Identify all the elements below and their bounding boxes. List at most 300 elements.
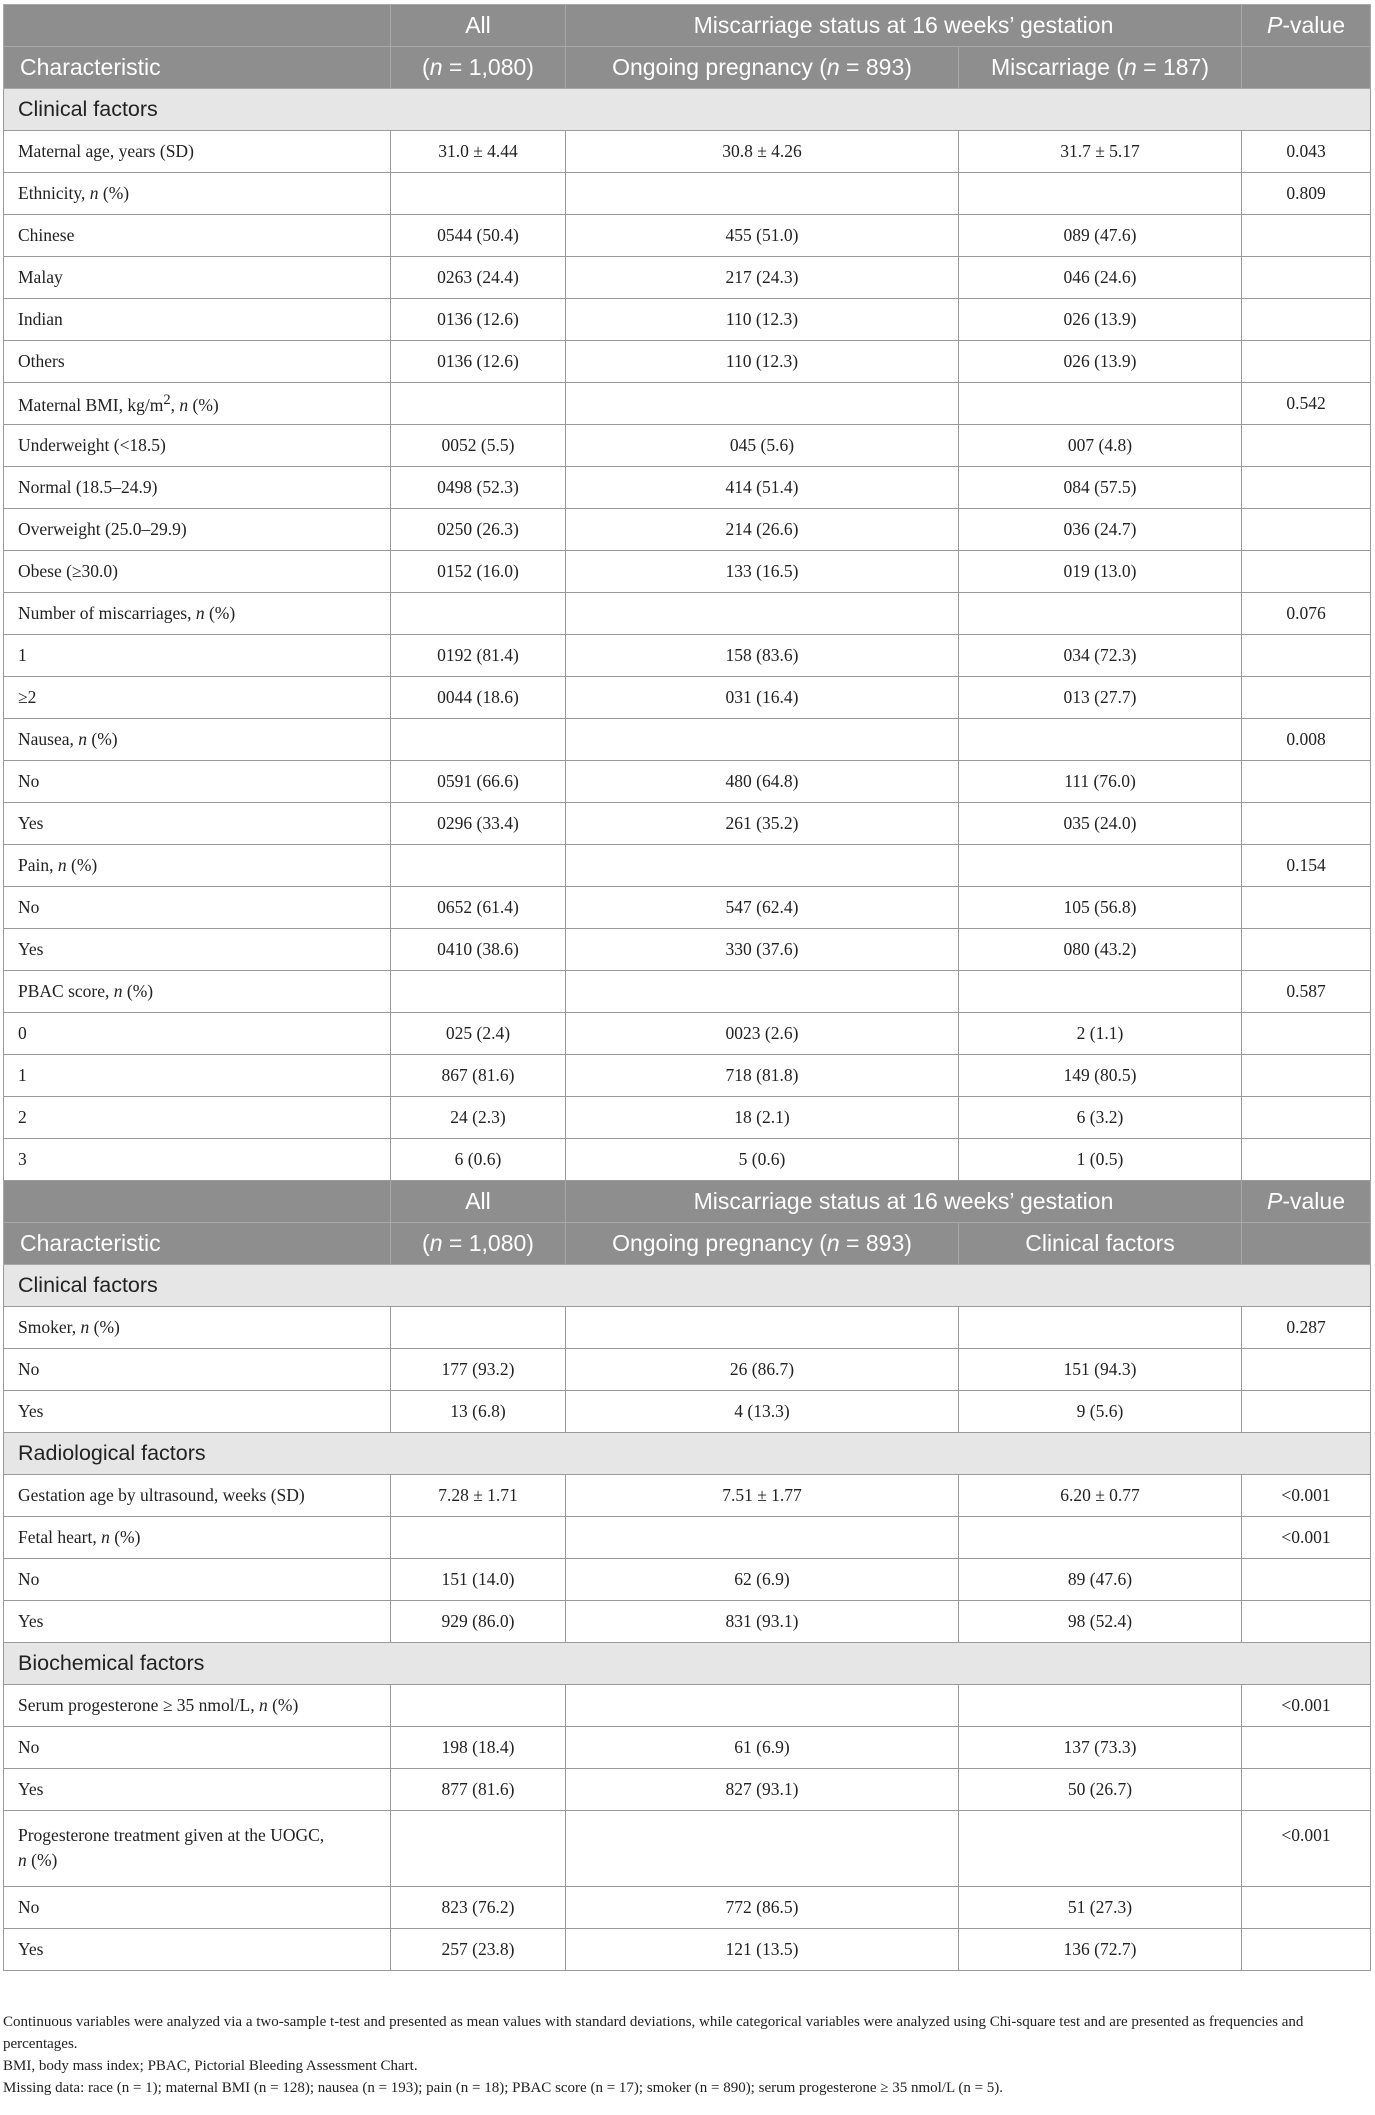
header-miscarriage: Miscarriage (n = 187): [959, 47, 1242, 89]
table-row: [4, 383, 1371, 425]
cell-pvalue: 0.043: [1242, 131, 1371, 173]
section-row: [4, 1643, 1371, 1685]
cell-all: 0410 (38.6): [391, 929, 566, 971]
cell-pvalue: [1242, 1013, 1371, 1055]
cell-miscarriage: 136 (72.7): [959, 1929, 1242, 1971]
section-biochemical: Biochemical factors: [4, 1643, 1371, 1685]
cell-miscarriage: [959, 719, 1242, 761]
row-label: [4, 257, 391, 299]
row-label-text: No: [18, 771, 40, 791]
row-label: [4, 299, 391, 341]
footnote-missing-data: Missing data: race (n = 1); maternal BMI (n = 128); nausea (n = 193); pain (n = 18); PBAC score (n = 17); smoker (n = 890); serum progesterone ≥ 35 nmol/L (n = 5).: [3, 2080, 1004, 2096]
cell-miscarriage: 019 (13.0): [959, 551, 1242, 593]
row-label: [4, 1559, 391, 1601]
cell-all: 198 (18.4): [391, 1727, 566, 1769]
cell-pvalue: [1242, 467, 1371, 509]
row-label-text: No: [18, 1359, 40, 1379]
cell-miscarriage: 2 (1.1): [959, 1013, 1242, 1055]
header-status: Miscarriage status at 16 weeks’ gestation: [566, 5, 1242, 47]
row-label: [4, 215, 391, 257]
cell-ongoing: 330 (37.6): [566, 929, 959, 971]
cell-miscarriage: 089 (47.6): [959, 215, 1242, 257]
row-label-text: Maternal age, years (SD): [18, 141, 194, 161]
row-label-part: n: [101, 1527, 110, 1547]
cell-ongoing: [566, 719, 959, 761]
cell-pvalue: [1242, 215, 1371, 257]
row-label-part: Maternal BMI, kg/m: [18, 394, 164, 415]
cell-pvalue: <0.001: [1242, 1685, 1371, 1727]
cell-all: 257 (23.8): [391, 1929, 566, 1971]
cell-miscarriage: 026 (13.9): [959, 341, 1242, 383]
cell-all: [391, 383, 566, 425]
cell-miscarriage: 51 (27.3): [959, 1887, 1242, 1929]
cell-ongoing: 110 (12.3): [566, 299, 959, 341]
row-label-text: Others: [18, 351, 65, 371]
table-row: [4, 1559, 1371, 1601]
cell-ongoing: 214 (26.6): [566, 509, 959, 551]
cell-all: 0044 (18.6): [391, 677, 566, 719]
cell-ongoing: 30.8 ± 4.26: [566, 131, 959, 173]
header-row-3: [4, 1181, 1371, 1223]
cell-pvalue: 0.809: [1242, 173, 1371, 215]
row-label: [4, 173, 391, 215]
row-label: [4, 1139, 391, 1181]
row-label: [4, 1475, 391, 1517]
row-label-text: No: [18, 1897, 40, 1917]
footnote-abbreviations: BMI, body mass index; PBAC, Pictorial Bleeding Assessment Chart.: [3, 2058, 418, 2074]
header-row-1: [4, 5, 1371, 47]
row-label-text: Overweight (25.0–29.9): [18, 519, 187, 539]
cell-ongoing: 5 (0.6): [566, 1139, 959, 1181]
cell-ongoing: [566, 1811, 959, 1887]
table-body-2: [4, 1307, 1371, 1433]
table-row: [4, 299, 1371, 341]
cell-miscarriage: [959, 173, 1242, 215]
header-characteristic: Characteristic: [4, 1223, 391, 1265]
row-label-text: 1: [18, 645, 27, 665]
row-label-text: Yes: [18, 1939, 44, 1959]
row-label-text: Normal (18.5–24.9): [18, 477, 158, 497]
row-label-text: Gestation age by ultrasound, weeks (SD): [18, 1485, 305, 1505]
table-row: [4, 1601, 1371, 1643]
row-label-part: Pain,: [18, 855, 58, 875]
data-table: [3, 4, 1371, 1971]
cell-miscarriage: 046 (24.6): [959, 257, 1242, 299]
row-label-part: (%): [87, 729, 118, 749]
row-label-text: Yes: [18, 1779, 44, 1799]
characteristics-table: [3, 4, 1370, 1971]
cell-all: 0152 (16.0): [391, 551, 566, 593]
header-all: All: [391, 1181, 566, 1223]
table-row: [4, 215, 1371, 257]
row-label-part: PBAC score,: [18, 981, 114, 1001]
row-label: [4, 1055, 391, 1097]
cell-miscarriage: 080 (43.2): [959, 929, 1242, 971]
cell-all: 0591 (66.6): [391, 761, 566, 803]
cell-ongoing: 62 (6.9): [566, 1559, 959, 1601]
header-blank-p: [1242, 47, 1371, 89]
cell-ongoing: [566, 593, 959, 635]
cell-all: 867 (81.6): [391, 1055, 566, 1097]
table-row: [4, 1517, 1371, 1559]
cell-miscarriage: [959, 383, 1242, 425]
row-label-part: (%): [267, 1695, 299, 1715]
cell-pvalue: [1242, 635, 1371, 677]
row-label-part: n: [78, 729, 88, 749]
cell-ongoing: 7.51 ± 1.77: [566, 1475, 959, 1517]
table-body-1: [4, 131, 1371, 1181]
header-col4: Clinical factors: [959, 1223, 1242, 1265]
header-blank: [4, 1181, 391, 1223]
cell-ongoing: 480 (64.8): [566, 761, 959, 803]
table-row: [4, 1811, 1371, 1887]
cell-ongoing: 831 (93.1): [566, 1601, 959, 1643]
cell-pvalue: [1242, 1391, 1371, 1433]
cell-miscarriage: [959, 1811, 1242, 1887]
section-row: [4, 1433, 1371, 1475]
row-label: [4, 1887, 391, 1929]
row-label: [4, 1601, 391, 1643]
cell-all: 151 (14.0): [391, 1559, 566, 1601]
cell-miscarriage: 137 (73.3): [959, 1727, 1242, 1769]
row-label-part: (%): [122, 981, 154, 1001]
row-label-part: Ethnicity,: [18, 183, 90, 203]
table-row: [4, 803, 1371, 845]
section-row: [4, 89, 1371, 131]
cell-all: 0498 (52.3): [391, 467, 566, 509]
cell-ongoing: 031 (16.4): [566, 677, 959, 719]
row-label: [4, 887, 391, 929]
section-clinical-2: Clinical factors: [4, 1265, 1371, 1307]
cell-pvalue: [1242, 551, 1371, 593]
row-label: [4, 383, 391, 425]
cell-pvalue: [1242, 1727, 1371, 1769]
cell-ongoing: 0023 (2.6): [566, 1013, 959, 1055]
cell-ongoing: [566, 1307, 959, 1349]
row-label: [4, 1929, 391, 1971]
cell-miscarriage: 151 (94.3): [959, 1349, 1242, 1391]
cell-miscarriage: 084 (57.5): [959, 467, 1242, 509]
row-label: [4, 1307, 391, 1349]
table-row: [4, 1929, 1371, 1971]
row-label-text: 2: [18, 1107, 27, 1127]
cell-pvalue: [1242, 341, 1371, 383]
row-label-part: Number of miscarriages,: [18, 603, 196, 623]
row-label-part: (%): [188, 394, 219, 415]
row-label: [4, 593, 391, 635]
cell-all: 0136 (12.6): [391, 299, 566, 341]
cell-all: [391, 719, 566, 761]
table-row: [4, 1769, 1371, 1811]
row-label: [4, 1685, 391, 1727]
table-row: [4, 173, 1371, 215]
table-row: [4, 509, 1371, 551]
table-row: [4, 635, 1371, 677]
row-label-part: n: [18, 1850, 27, 1870]
table-row: [4, 1055, 1371, 1097]
cell-miscarriage: 1 (0.5): [959, 1139, 1242, 1181]
row-label: [4, 635, 391, 677]
cell-pvalue: [1242, 1887, 1371, 1929]
row-label: [4, 341, 391, 383]
table-row: [4, 1307, 1371, 1349]
cell-ongoing: [566, 1517, 959, 1559]
cell-pvalue: [1242, 1559, 1371, 1601]
cell-miscarriage: 9 (5.6): [959, 1391, 1242, 1433]
cell-all: 823 (76.2): [391, 1887, 566, 1929]
cell-pvalue: <0.001: [1242, 1517, 1371, 1559]
cell-pvalue: [1242, 1601, 1371, 1643]
row-label-part: (%): [26, 1850, 58, 1870]
cell-ongoing: 414 (51.4): [566, 467, 959, 509]
header-characteristic: Characteristic: [4, 47, 391, 89]
row-label-text: Indian: [18, 309, 63, 329]
cell-pvalue: 0.287: [1242, 1307, 1371, 1349]
cell-miscarriage: 111 (76.0): [959, 761, 1242, 803]
cell-all: 025 (2.4): [391, 1013, 566, 1055]
table-row: [4, 845, 1371, 887]
row-label-part: Progesterone treatment given at the UOGC,: [18, 1825, 325, 1845]
table-row: [4, 677, 1371, 719]
cell-all: [391, 593, 566, 635]
row-label: [4, 1013, 391, 1055]
cell-all: [391, 845, 566, 887]
table-row: [4, 1727, 1371, 1769]
row-label-part: n: [113, 981, 123, 1001]
cell-pvalue: 0.542: [1242, 383, 1371, 425]
table-row: [4, 1139, 1371, 1181]
cell-miscarriage: 034 (72.3): [959, 635, 1242, 677]
row-label-part: (%): [66, 855, 98, 875]
row-label-text: Yes: [18, 939, 44, 959]
row-label: [4, 803, 391, 845]
cell-miscarriage: 035 (24.0): [959, 803, 1242, 845]
cell-pvalue: 0.076: [1242, 593, 1371, 635]
cell-pvalue: [1242, 1349, 1371, 1391]
cell-miscarriage: 6 (3.2): [959, 1097, 1242, 1139]
cell-ongoing: 18 (2.1): [566, 1097, 959, 1139]
cell-ongoing: 158 (83.6): [566, 635, 959, 677]
cell-all: 177 (93.2): [391, 1349, 566, 1391]
cell-all: 0544 (50.4): [391, 215, 566, 257]
row-label-part: n: [57, 855, 67, 875]
cell-pvalue: [1242, 299, 1371, 341]
table-row: [4, 1475, 1371, 1517]
cell-ongoing: 110 (12.3): [566, 341, 959, 383]
row-label: [4, 425, 391, 467]
header-all: All: [391, 5, 566, 47]
row-label: [4, 929, 391, 971]
cell-ongoing: [566, 383, 959, 425]
row-label: [4, 845, 391, 887]
cell-all: 6 (0.6): [391, 1139, 566, 1181]
cell-pvalue: [1242, 1769, 1371, 1811]
cell-pvalue: 0.587: [1242, 971, 1371, 1013]
header-pvalue: P-value: [1242, 5, 1371, 47]
row-label-text: 1: [18, 1065, 27, 1085]
cell-all: [391, 1307, 566, 1349]
section-row: [4, 1265, 1371, 1307]
cell-miscarriage: 036 (24.7): [959, 509, 1242, 551]
table-row: [4, 887, 1371, 929]
cell-pvalue: 0.008: [1242, 719, 1371, 761]
header-blank: [4, 5, 391, 47]
row-label-part: 2: [163, 391, 171, 408]
table-body-3: [4, 1475, 1371, 1643]
table-row: [4, 1887, 1371, 1929]
cell-pvalue: [1242, 1097, 1371, 1139]
cell-miscarriage: [959, 1685, 1242, 1727]
cell-pvalue: [1242, 257, 1371, 299]
row-label: [4, 1811, 391, 1887]
section-clinical: Clinical factors: [4, 89, 1371, 131]
cell-all: 24 (2.3): [391, 1097, 566, 1139]
row-label: [4, 1727, 391, 1769]
cell-ongoing: 4 (13.3): [566, 1391, 959, 1433]
row-label-part: n: [80, 1317, 90, 1337]
cell-pvalue: [1242, 677, 1371, 719]
cell-all: 0652 (61.4): [391, 887, 566, 929]
cell-miscarriage: 98 (52.4): [959, 1601, 1242, 1643]
row-label-text: No: [18, 1737, 40, 1757]
cell-all: 13 (6.8): [391, 1391, 566, 1433]
row-label-part: Serum progesterone ≥ 35 nmol/L,: [18, 1695, 259, 1715]
row-label-part: (%): [204, 603, 236, 623]
row-label-part: Fetal heart,: [18, 1527, 102, 1547]
cell-all: [391, 1517, 566, 1559]
cell-all: 0250 (26.3): [391, 509, 566, 551]
cell-ongoing: [566, 845, 959, 887]
row-label: [4, 1391, 391, 1433]
row-label: [4, 1349, 391, 1391]
table-row: [4, 551, 1371, 593]
cell-miscarriage: 50 (26.7): [959, 1769, 1242, 1811]
cell-ongoing: 718 (81.8): [566, 1055, 959, 1097]
cell-ongoing: [566, 1685, 959, 1727]
cell-pvalue: <0.001: [1242, 1811, 1371, 1887]
row-label-part: Smoker,: [18, 1317, 81, 1337]
cell-all: 31.0 ± 4.44: [391, 131, 566, 173]
cell-all: [391, 1685, 566, 1727]
cell-ongoing: 827 (93.1): [566, 1769, 959, 1811]
cell-pvalue: [1242, 887, 1371, 929]
row-label-part: n: [179, 394, 189, 415]
table-row: [4, 929, 1371, 971]
row-label-part: (%): [98, 183, 130, 203]
row-label-text: No: [18, 1569, 40, 1589]
row-label: [4, 761, 391, 803]
cell-all: 0263 (24.4): [391, 257, 566, 299]
cell-ongoing: 261 (35.2): [566, 803, 959, 845]
cell-ongoing: 045 (5.6): [566, 425, 959, 467]
header-row-2: [4, 47, 1371, 89]
cell-pvalue: [1242, 425, 1371, 467]
cell-all: 0136 (12.6): [391, 341, 566, 383]
cell-miscarriage: 007 (4.8): [959, 425, 1242, 467]
cell-ongoing: [566, 173, 959, 215]
cell-all: 0192 (81.4): [391, 635, 566, 677]
row-label-text: Yes: [18, 1611, 44, 1631]
table-row: [4, 1349, 1371, 1391]
cell-ongoing: 217 (24.3): [566, 257, 959, 299]
row-label-part: Nausea,: [18, 729, 79, 749]
footnote-analysis: Continuous variables were analyzed via a two-sample t-test and presented as mean values with standard deviations, while categorical variables were analyzed using Chi-square test and are presented as frequencies and percentages.: [3, 2014, 1304, 2052]
row-label: [4, 509, 391, 551]
cell-pvalue: [1242, 761, 1371, 803]
cell-miscarriage: 89 (47.6): [959, 1559, 1242, 1601]
table-row: [4, 1685, 1371, 1727]
cell-miscarriage: [959, 845, 1242, 887]
row-label-text: Malay: [18, 267, 63, 287]
cell-ongoing: 547 (62.4): [566, 887, 959, 929]
row-label-part: n: [89, 183, 99, 203]
row-label: [4, 551, 391, 593]
cell-pvalue: <0.001: [1242, 1475, 1371, 1517]
table-body-4: [4, 1685, 1371, 1971]
table-row: [4, 425, 1371, 467]
cell-miscarriage: [959, 1517, 1242, 1559]
header-status: Miscarriage status at 16 weeks’ gestation: [566, 1181, 1242, 1223]
row-label-part: (%): [109, 1527, 141, 1547]
cell-pvalue: [1242, 803, 1371, 845]
row-label: [4, 1769, 391, 1811]
cell-ongoing: 121 (13.5): [566, 1929, 959, 1971]
row-label-text: Chinese: [18, 225, 75, 245]
row-label: [4, 1517, 391, 1559]
row-label: [4, 1097, 391, 1139]
cell-miscarriage: 105 (56.8): [959, 887, 1242, 929]
table-row: [4, 1391, 1371, 1433]
cell-miscarriage: [959, 971, 1242, 1013]
header-ongoing: Ongoing pregnancy (n = 893): [566, 47, 959, 89]
cell-all: [391, 173, 566, 215]
table-row: [4, 1097, 1371, 1139]
cell-all: 0296 (33.4): [391, 803, 566, 845]
cell-all: 877 (81.6): [391, 1769, 566, 1811]
cell-ongoing: 26 (86.7): [566, 1349, 959, 1391]
cell-miscarriage: 026 (13.9): [959, 299, 1242, 341]
row-label-text: Underweight (<18.5): [18, 435, 166, 455]
cell-miscarriage: 149 (80.5): [959, 1055, 1242, 1097]
table-row: [4, 761, 1371, 803]
row-label-text: 3: [18, 1149, 27, 1169]
cell-all: 0052 (5.5): [391, 425, 566, 467]
row-label-part: (%): [89, 1317, 120, 1337]
cell-ongoing: 133 (16.5): [566, 551, 959, 593]
header-row-4: [4, 1223, 1371, 1265]
table-row: [4, 719, 1371, 761]
table-row: [4, 257, 1371, 299]
cell-miscarriage: 013 (27.7): [959, 677, 1242, 719]
row-label: [4, 971, 391, 1013]
row-label-text: ≥2: [18, 687, 37, 707]
row-label-text: Yes: [18, 813, 44, 833]
cell-ongoing: 61 (6.9): [566, 1727, 959, 1769]
cell-pvalue: [1242, 509, 1371, 551]
header-ongoing: Ongoing pregnancy (n = 893): [566, 1223, 959, 1265]
cell-all: 7.28 ± 1.71: [391, 1475, 566, 1517]
header-all-n: (n = 1,080): [391, 47, 566, 89]
table-row: [4, 131, 1371, 173]
row-label: [4, 467, 391, 509]
cell-all: 929 (86.0): [391, 1601, 566, 1643]
cell-miscarriage: 6.20 ± 0.77: [959, 1475, 1242, 1517]
row-label-part: ,: [170, 394, 180, 415]
row-label-text: No: [18, 897, 40, 917]
cell-miscarriage: [959, 1307, 1242, 1349]
cell-miscarriage: 31.7 ± 5.17: [959, 131, 1242, 173]
cell-ongoing: 455 (51.0): [566, 215, 959, 257]
